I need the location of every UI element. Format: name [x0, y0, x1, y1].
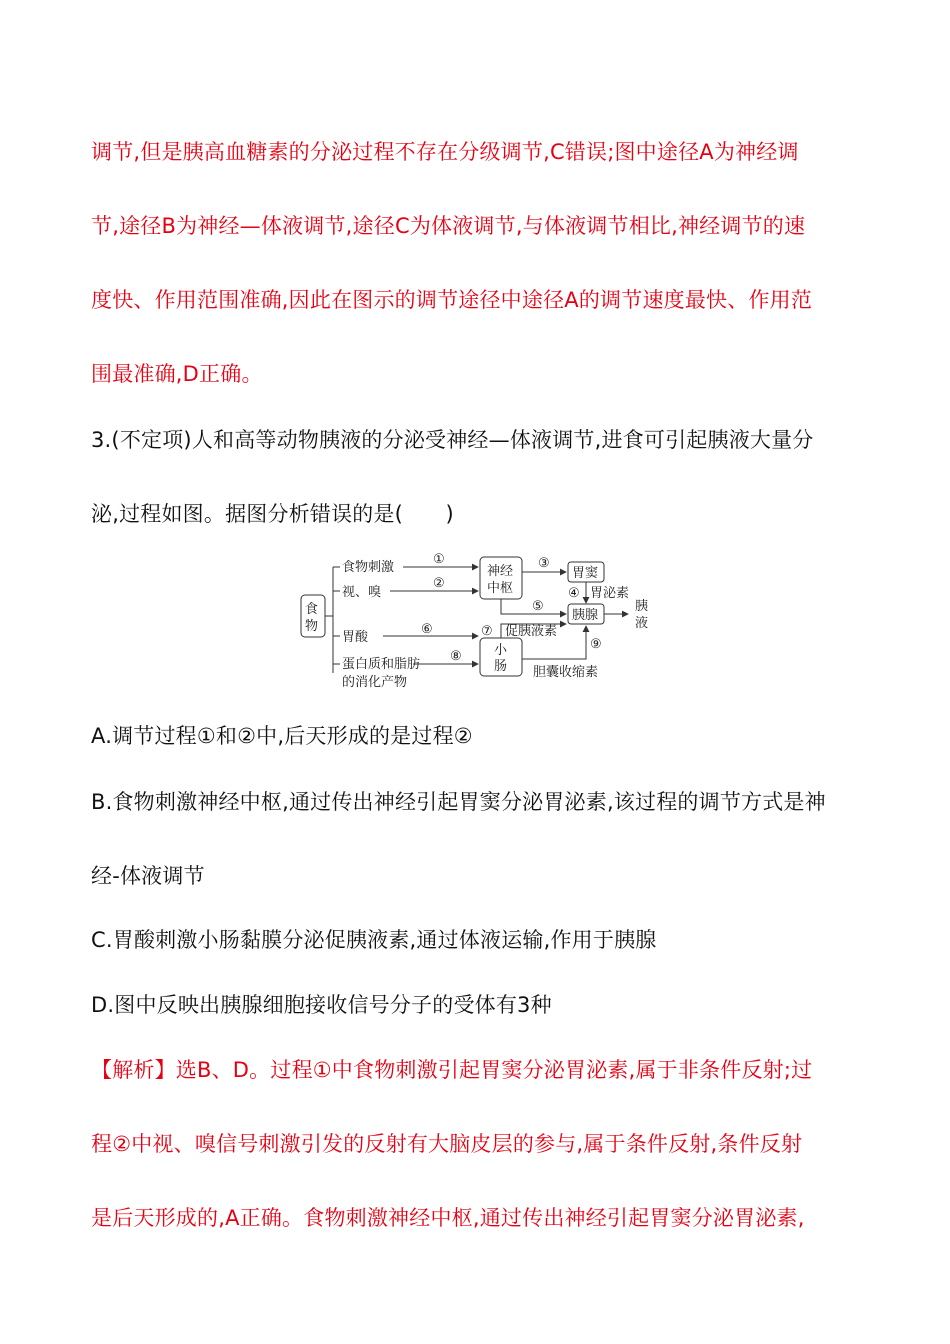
analysis-line-1: 【解析】选B、D。过程①中食物刺激引起胃窦分泌胃泌素,属于非条件反射;过	[91, 1058, 813, 1082]
label-3: ③	[538, 556, 550, 571]
cck-label: 胆囊收缩素	[533, 665, 599, 680]
analysis-line-2: 程②中视、嗅信号刺激引发的反射有大脑皮层的参与,属于条件反射,条件反射	[91, 1132, 803, 1156]
nerve-center-label-2: 中枢	[487, 581, 514, 596]
option-b-line-2: 经-体液调节	[91, 864, 205, 888]
analysis-line-3: 是后天形成的,A正确。食物刺激神经中枢,通过传出神经引起胃窦分泌胃泌素,	[91, 1206, 805, 1230]
gastric-acid-text: 胃酸	[342, 630, 369, 645]
stimulus-sight-smell-text: 视、嗅	[342, 585, 382, 600]
pancreatic-juice-label-1: 胰	[635, 599, 649, 614]
explanation-line-3: 度快、作用范围准确,因此在图示的调节途径中途径A的调节速度最快、作用范	[91, 288, 813, 312]
label-9: ⑨	[590, 637, 602, 652]
label-4: ④	[568, 586, 580, 601]
nerve-center-label-1: 神经	[487, 564, 514, 579]
food-label-2: 物	[305, 619, 319, 634]
question-line-2: 泌,过程如图。据图分析错误的是( )	[91, 502, 454, 526]
label-6: ⑥	[421, 622, 433, 637]
label-2: ②	[433, 576, 445, 591]
option-a: A.调节过程①和②中,后天形成的是过程②	[91, 724, 473, 748]
pancreas-label: 胰腺	[572, 608, 599, 623]
label-8: ⑧	[450, 649, 462, 664]
pancreatic-secretion-diagram	[295, 550, 665, 700]
food-label-1: 食	[305, 602, 319, 617]
question-line-1: 3.(不定项)人和高等动物胰液的分泌受神经—体液调节,进食可引起胰液大量分	[91, 428, 814, 452]
explanation-line-2: 节,途径B为神经—体液调节,途径C为体液调节,与体液调节相比,神经调节的速	[91, 214, 806, 238]
label-7: ⑦	[481, 624, 493, 639]
stimulus-food-text: 食物刺激	[342, 560, 395, 575]
explanation-line-4: 围最准确,D正确。	[91, 362, 263, 386]
small-intestine-label-2: 肠	[494, 659, 508, 674]
small-intestine-label-1: 小	[494, 643, 508, 658]
secretin-label: 促胰液素	[505, 624, 558, 639]
label-5: ⑤	[532, 599, 544, 614]
label-1: ①	[433, 552, 445, 567]
gastrin-label: 胃泌素	[590, 586, 630, 601]
food-bracket	[325, 567, 340, 673]
gastric-antrum-label: 胃窦	[572, 566, 599, 581]
option-b-line-1: B.食物刺激神经中枢,通过传出神经引起胃窦分泌胃泌素,该过程的调节方式是神	[91, 790, 826, 814]
digestion-products-text-1: 蛋白质和脂肪	[342, 657, 421, 672]
option-d: D.图中反映出胰腺细胞接收信号分子的受体有3种	[91, 993, 552, 1017]
explanation-line-1: 调节,但是胰高血糖素的分泌过程不存在分级调节,C错误;图中途径A为神经调	[91, 140, 799, 164]
option-c: C.胃酸刺激小肠黏膜分泌促胰液素,通过体液运输,作用于胰腺	[91, 928, 657, 952]
pancreatic-juice-label-2: 液	[635, 616, 649, 631]
digestion-products-text-2: 的消化产物	[342, 675, 408, 690]
